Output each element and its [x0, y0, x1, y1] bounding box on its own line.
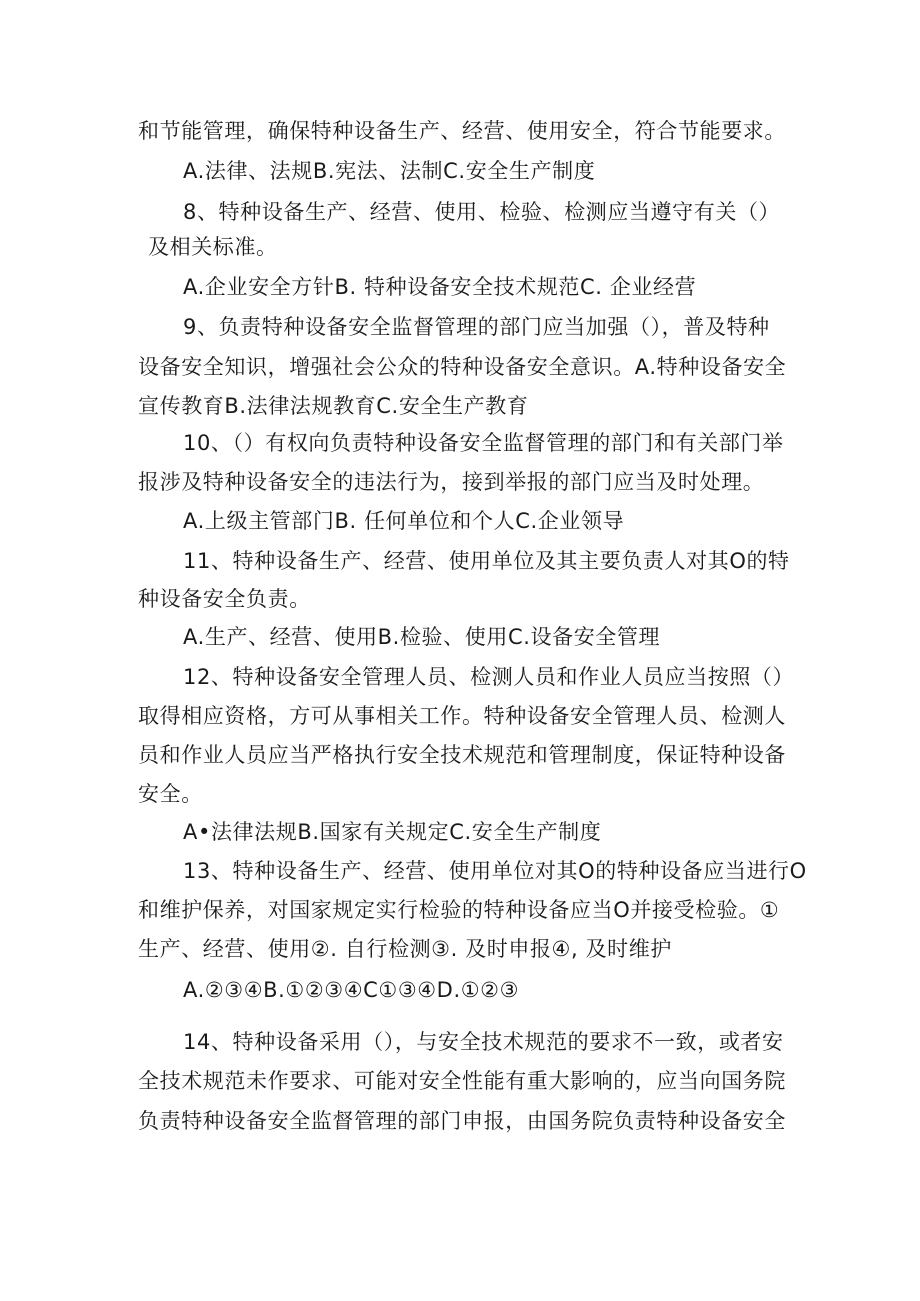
text-line: 及相关标准。	[148, 235, 278, 259]
text-line: 种设备安全负责。	[138, 587, 311, 611]
text-line: 8、特种设备生产、经营、使用、检验、检测应当遵守有关（）	[183, 200, 781, 224]
text-line: A•法律法规B.国家有关规定C.安全生产制度	[183, 820, 602, 844]
text-line: 设备安全知识，增强社会公众的特种设备安全意识。A.特种设备安全	[138, 355, 787, 379]
text-line: 负责特种设备安全监督管理的部门申报，由国务院负责特种设备安全	[138, 1109, 786, 1133]
text-line: 14、特种设备采用（），与安全技术规范的要求不一致，或者安	[183, 1030, 784, 1054]
text-line: A.企业安全方针B. 特种设备安全技术规范C. 企业经营	[183, 275, 697, 299]
text-line: 报涉及特种设备安全的违法行为，接到举报的部门应当及时处理。	[138, 470, 765, 494]
text-line: 全技术规范未作要求、可能对安全性能有重大影响的，应当向国务院	[138, 1069, 786, 1093]
text-line: A.上级主管部门B. 任何单位和个人C.企业领导	[183, 509, 625, 533]
text-line: 10、（）有权向负责特种设备安全监督管理的部门和有关部门举	[183, 431, 784, 455]
text-line: A.②③④B.①②③④C①③④D.①②③	[183, 978, 520, 1002]
text-line: 13、特种设备生产、经营、使用单位对其O的特种设备应当进行O	[183, 859, 807, 883]
text-line: 宣传教育B.法律法规教育C.安全生产教育	[138, 394, 529, 418]
text-line: 9、负责特种设备安全监督管理的部门应当加强（），普及特种	[183, 315, 770, 339]
text-line: 安全。	[138, 782, 203, 806]
text-line: 12、特种设备安全管理人员、检测人员和作业人员应当按照（）	[183, 665, 795, 689]
text-line: 生产、经营、使用②. 自行检测③. 及时申报④, 及时维护	[138, 937, 672, 961]
text-line: A.生产、经营、使用B.检验、使用C.设备安全管理	[183, 625, 661, 649]
text-line: 员和作业人员应当严格执行安全技术规范和管理制度，保证特种设备	[138, 743, 786, 767]
text-line: 和维护保养，对国家规定实行检验的特种设备应当O并接受检验。①	[138, 898, 780, 922]
text-line: 和节能管理，确保特种设备生产、经营、使用安全，符合节能要求。	[138, 119, 786, 143]
text-line: 11、特种设备生产、经营、使用单位及其主要负责人对其O的特	[183, 549, 790, 573]
text-line: A.法律、法规B.宪法、法制C.安全生产制度	[183, 159, 596, 183]
text-line: 取得相应资格，方可从事相关工作。特种设备安全管理人员、检测人	[138, 704, 786, 728]
